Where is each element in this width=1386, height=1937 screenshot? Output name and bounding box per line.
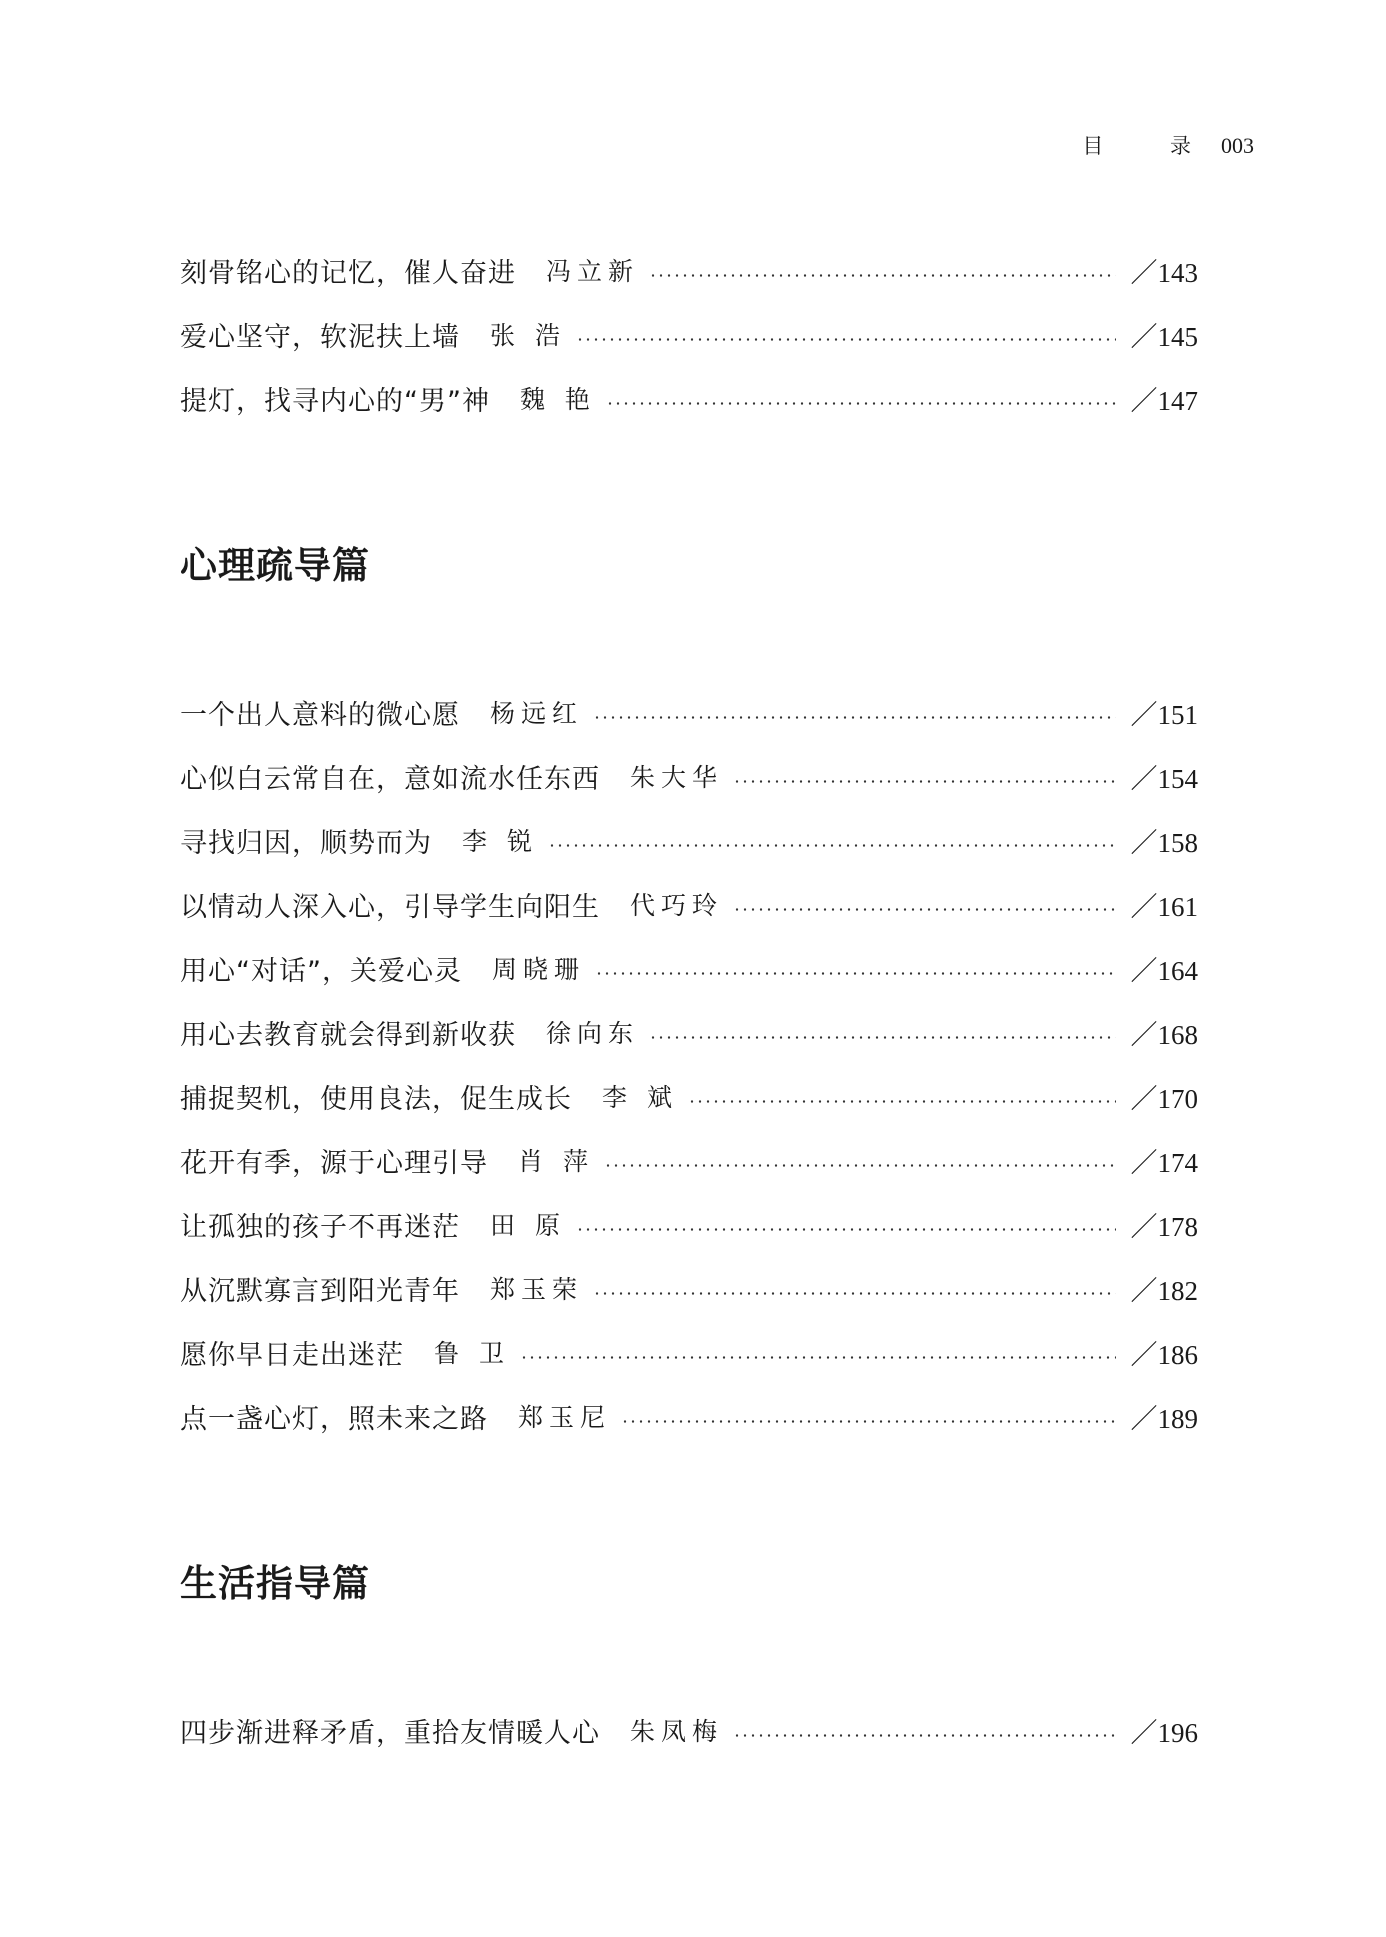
entry-title: 从沉默寡言到阳光青年 xyxy=(180,1275,460,1307)
entry-title: 以情动人深入心，引导学生向阳生 xyxy=(180,891,600,923)
toc-entry[interactable] xyxy=(180,1128,1198,1192)
entry-page-number: ／168 xyxy=(1130,1019,1198,1050)
toc-entry[interactable] xyxy=(180,872,1198,936)
entry-page-number: ／170 xyxy=(1130,1083,1198,1114)
entry-author: 杨远红 xyxy=(490,699,584,728)
entry-page-number: ／196 xyxy=(1130,1717,1198,1748)
dot-leader xyxy=(548,844,1116,847)
entry-author: 田 原 xyxy=(490,1211,566,1240)
running-head xyxy=(1082,130,1254,160)
dot-leader xyxy=(595,972,1116,975)
entry-page-number: ／151 xyxy=(1130,699,1198,730)
entry-author: 代巧玲 xyxy=(630,891,724,920)
entry-page-number: ／189 xyxy=(1130,1403,1198,1434)
toc-entry[interactable] xyxy=(180,1256,1198,1320)
entry-author: 郑玉荣 xyxy=(490,1275,584,1304)
toc-entry[interactable] xyxy=(180,238,1198,302)
section-heading-life-guidance: 生活指导篇 xyxy=(180,1562,370,1605)
dot-leader xyxy=(733,1734,1116,1737)
section-heading-psychological-guidance: 心理疏导篇 xyxy=(180,544,370,587)
entry-title: 愿你早日走出迷茫 xyxy=(180,1339,404,1371)
entry-author: 魏 艳 xyxy=(519,385,596,414)
dot-leader xyxy=(604,1164,1116,1167)
running-head-page-number: 003 xyxy=(1221,133,1254,158)
entry-title: 一个出人意料的微心愿 xyxy=(180,699,460,731)
toc-entry[interactable] xyxy=(180,1320,1198,1384)
dot-leader xyxy=(733,908,1116,911)
dot-leader xyxy=(688,1100,1116,1103)
toc-entry[interactable] xyxy=(180,744,1198,808)
dot-leader xyxy=(576,338,1116,341)
entry-title: 用心“对话”，关爱心灵 xyxy=(180,955,462,987)
entry-page-number: ／158 xyxy=(1130,827,1198,858)
entry-page-number: ／178 xyxy=(1130,1211,1198,1242)
entry-title: 让孤独的孩子不再迷茫 xyxy=(180,1211,460,1243)
entry-author: 张 浩 xyxy=(490,321,566,350)
dot-leader xyxy=(593,716,1116,719)
entry-page-number: ／143 xyxy=(1130,257,1198,288)
entry-author: 朱大华 xyxy=(630,763,724,792)
entry-title: 寻找归因，顺势而为 xyxy=(180,827,432,859)
toc-entry[interactable] xyxy=(180,302,1198,366)
toc-entry[interactable] xyxy=(180,936,1198,1000)
toc-entry[interactable] xyxy=(180,1000,1198,1064)
entry-title: 捕捉契机，使用良法，促生成长 xyxy=(180,1083,572,1115)
entry-title: 点一盏心灯，照未来之路 xyxy=(180,1403,488,1435)
entry-title: 刻骨铭心的记忆，催人奋进 xyxy=(180,257,516,289)
dot-leader xyxy=(733,780,1116,783)
toc-group-1 xyxy=(180,238,1198,430)
running-head-title: 目 录 xyxy=(1082,134,1221,158)
toc-entry[interactable] xyxy=(180,1698,1198,1762)
dot-leader xyxy=(576,1228,1116,1231)
entry-page-number: ／186 xyxy=(1130,1339,1198,1370)
entry-page-number: ／174 xyxy=(1130,1147,1198,1178)
toc-group-3 xyxy=(180,1698,1198,1762)
entry-author: 朱凤梅 xyxy=(630,1717,724,1746)
dot-leader xyxy=(593,1292,1116,1295)
entry-title: 四步渐进释矛盾，重拾友情暖人心 xyxy=(180,1717,600,1749)
entry-page-number: ／182 xyxy=(1130,1275,1198,1306)
entry-title: 心似白云常自在，意如流水任东西 xyxy=(180,763,600,795)
entry-title: 提灯，找寻内心的“男”神 xyxy=(180,385,490,417)
dot-leader xyxy=(649,274,1116,277)
entry-page-number: ／147 xyxy=(1130,385,1198,416)
toc-entry[interactable] xyxy=(180,808,1198,872)
entry-page-number: ／161 xyxy=(1130,891,1198,922)
entry-author: 肖 萍 xyxy=(518,1147,594,1176)
entry-author: 李 锐 xyxy=(462,827,538,856)
dot-leader xyxy=(621,1420,1116,1423)
entry-author: 周晓珊 xyxy=(491,955,585,984)
entry-page-number: ／164 xyxy=(1130,955,1198,986)
toc-entry[interactable] xyxy=(180,1192,1198,1256)
entry-page-number: ／145 xyxy=(1130,321,1198,352)
dot-leader xyxy=(649,1036,1116,1039)
dot-leader xyxy=(520,1356,1116,1359)
entry-title: 爱心坚守，软泥扶上墙 xyxy=(180,321,460,353)
entry-author: 徐向东 xyxy=(546,1019,640,1048)
toc-entry[interactable] xyxy=(180,1064,1198,1128)
entry-author: 郑玉尼 xyxy=(518,1403,612,1432)
dot-leader xyxy=(606,402,1116,405)
toc-group-2 xyxy=(180,680,1198,1448)
entry-author: 鲁 卫 xyxy=(434,1339,510,1368)
toc-entry[interactable] xyxy=(180,366,1198,430)
toc-entry[interactable] xyxy=(180,680,1198,744)
entry-title: 花开有季，源于心理引导 xyxy=(180,1147,488,1179)
entry-page-number: ／154 xyxy=(1130,763,1198,794)
toc-entry[interactable] xyxy=(180,1384,1198,1448)
entry-author: 冯立新 xyxy=(546,257,640,286)
entry-title: 用心去教育就会得到新收获 xyxy=(180,1019,516,1051)
entry-author: 李 斌 xyxy=(602,1083,678,1112)
